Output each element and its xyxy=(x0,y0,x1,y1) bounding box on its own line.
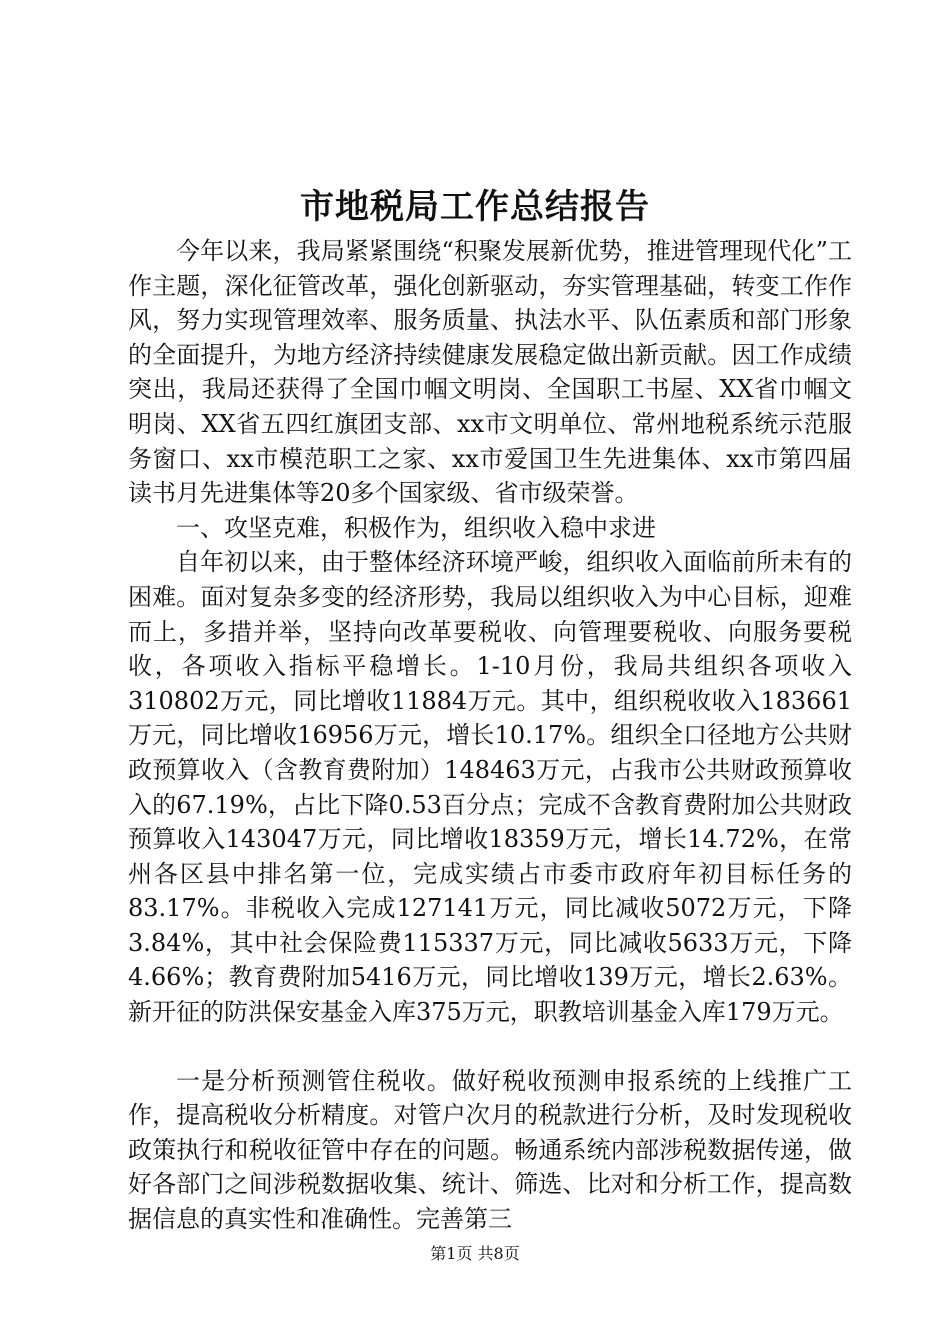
page-number: 第1页 共8页 xyxy=(430,1244,520,1263)
page-title: 市地税局工作总结报告 xyxy=(300,187,650,227)
paragraph-forecast: 一是分析预测管住税收。做好税收预测申报系统的上线推广工作，提高税收分析精度。对管户次月的税款进行分析，及时发现税收政策执行和税收征管中存在的问题。畅通系统内部涉税数据传递，做好各部门之间涉税数据收集、统计、筛选、比对和分析工作，提高数据信息的真实性和准确性。完善第三 xyxy=(128,1066,852,1234)
paragraph-revenue: 自年初以来，由于整体经济环境严峻，组织收入面临前所未有的困难。面对复杂多变的经济形势，我局以组织收入为中心目标，迎难而上，多措并举，坚持向改革要税收、向管理要税收、向服务要税收，各项收入指标平稳增长。1-10月份，我局共组织各项收入310802万元，同比增收11884万元。其中，组织税收收入183661万元，同比增收16956万元，增长10.17%。组织全口径地方公共财政预算收入（含教育费附加）148463万元，占我市公共财政预算收入的67.19%，占比下降0.53百分点；完成不含教育费附加公共财政预算收入143047万元，同比增收18359万元，增长14.72%，在常州各区县中排名第一位，完成实绩占市委市政府年初目标任务的83.17%。非税收入完成127141万元，同比减收5072万元，下降3.84%，其中社会保险费115337万元，同比减收5633万元，下降4.66%；教育费附加5416万元，同比增收139万元，增长2.63%。新开征的防洪保安基金入库375万元，职教培训基金入库179万元。 xyxy=(128,548,852,1027)
document-body xyxy=(128,234,852,1237)
section-heading: 一、攻坚克难，积极作为，组织收入稳中求进 xyxy=(176,513,656,542)
paragraph-intro: 今年以来，我局紧紧围绕“积聚发展新优势，推进管理现代化”工作主题，深化征管改革，强化创新驱动，夯实管理基础，转变工作作风，努力实现管理效率、服务质量、执法水平、队伍素质和部门形象的全面提升，为地方经济持续健康发展稳定做出新贡献。因工作成绩突出，我局还获得了全国巾帼文明岗、全国职工书屋、XX省巾帼文明岗、XX省五四红旗团支部、xx市文明单位、常州地税系统示范服务窗口、xx市模范职工之家、xx市爱国卫生先进集体、xx市第四届读书月先进集体等20多个国家级、省市级荣誉。 xyxy=(128,237,852,508)
